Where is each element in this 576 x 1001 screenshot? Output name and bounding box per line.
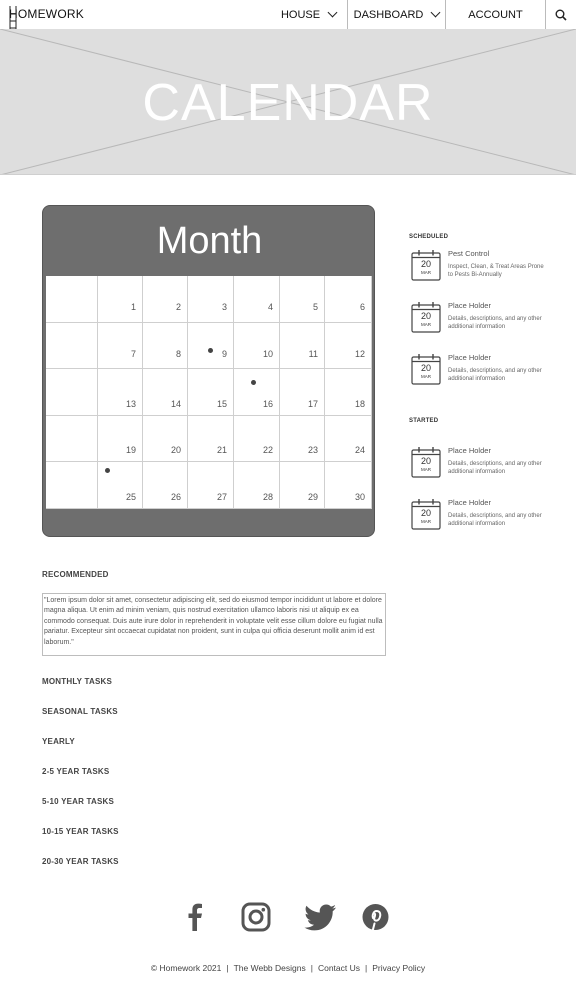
footer-copyright: © Homework 2021 bbox=[150, 963, 222, 973]
calendar-day-cell[interactable] bbox=[280, 276, 325, 323]
calendar-day-cell[interactable] bbox=[280, 416, 325, 463]
event-day: 20 bbox=[420, 363, 431, 373]
calendar-day-cell[interactable] bbox=[188, 369, 234, 416]
calendar-day-number: 16 bbox=[262, 398, 273, 409]
calendar-day-cell[interactable] bbox=[188, 416, 234, 463]
calendar-day-number: 3 bbox=[221, 302, 227, 312]
calendar-day-cell[interactable] bbox=[143, 369, 188, 416]
calendar-day-cell[interactable] bbox=[280, 323, 325, 370]
event-month: MAR bbox=[421, 467, 431, 472]
task-section-heading[interactable]: 10-15 YEAR TASKS bbox=[42, 827, 119, 836]
event-description: Details, descriptions, and any other additional information bbox=[448, 368, 542, 382]
event-month: MAR bbox=[421, 322, 431, 327]
calendar-day-number: 23 bbox=[307, 445, 318, 456]
calendar-day-number: 22 bbox=[262, 445, 273, 456]
event-item[interactable] bbox=[411, 301, 561, 335]
task-section-heading[interactable]: 2-5 YEAR TASKS bbox=[42, 767, 110, 776]
calendar-week-cell bbox=[46, 323, 98, 370]
calendar-day-number: 7 bbox=[130, 348, 136, 359]
task-section-heading[interactable]: MONTHLY TASKS bbox=[42, 677, 113, 686]
calendar-day-cell[interactable] bbox=[143, 276, 188, 323]
calendar-week-cell bbox=[46, 276, 98, 323]
event-month: MAR bbox=[421, 270, 431, 275]
page-title: CALENDAR bbox=[142, 74, 434, 132]
calendar-day-cell[interactable] bbox=[280, 369, 325, 416]
nav-house-menu[interactable] bbox=[270, 0, 347, 29]
calendar-day-number: 9 bbox=[221, 348, 227, 359]
calendar-day-number: 17 bbox=[307, 398, 318, 409]
event-item[interactable] bbox=[411, 249, 561, 283]
event-title: Place Holder bbox=[448, 353, 491, 362]
calendar-week-cell bbox=[46, 369, 98, 416]
calendar-day-cell[interactable] bbox=[143, 323, 188, 370]
calendar-day-number: 14 bbox=[170, 398, 181, 409]
event-month: MAR bbox=[421, 519, 431, 524]
calendar-month-label: Month bbox=[156, 220, 263, 262]
nav-account-label: ACCOUNT bbox=[468, 8, 523, 21]
calendar-day-cell[interactable] bbox=[143, 462, 188, 509]
calendar-day-number: 5 bbox=[312, 302, 318, 312]
search-icon bbox=[555, 9, 567, 21]
twitter-icon[interactable] bbox=[304, 902, 338, 932]
event-item[interactable] bbox=[411, 353, 561, 387]
task-section-heading[interactable]: SEASONAL TASKS bbox=[42, 707, 118, 716]
calendar-day-cell[interactable] bbox=[325, 369, 372, 416]
footer-contact-link[interactable]: Contact Us bbox=[317, 963, 360, 973]
recommended-quote: "Lorem ipsum dolor sit amet, consectetur adipiscing elit, sed do eiusmod tempor incididunt ut labore et dolore magna aliqua. Ut enim ad minim veniam, quis nostrud exercitation ullamco laboris nisi ut aliquip ex ea commodo consequat. Duis aute irure dolor in reprehenderit in voluptate velit esse cillum dolore eu fugiat nulla pariatur. Excepteur sint occaecat cupidatat non proident, sunt in culpa qui officia deserunt mollit anim id est laborum." bbox=[42, 593, 386, 656]
calendar-day-cell[interactable] bbox=[98, 323, 143, 370]
event-description: Inspect, Clean, & Treat Areas Prone to Pests Bi-Annually bbox=[448, 264, 544, 278]
calendar-day-number: 18 bbox=[354, 398, 365, 409]
site-logo[interactable]: HOMEWORK bbox=[9, 7, 84, 21]
nav-account-link[interactable] bbox=[446, 0, 546, 29]
calendar-day-number: 8 bbox=[175, 348, 181, 359]
footer bbox=[0, 963, 576, 973]
calendar-day-number: 28 bbox=[262, 491, 273, 502]
calendar-day-number: 1 bbox=[130, 302, 136, 312]
calendar-day-number: 21 bbox=[216, 445, 227, 456]
calendar-day-cell[interactable] bbox=[188, 276, 234, 323]
calendar-day-number: 29 bbox=[307, 491, 318, 502]
search-button[interactable] bbox=[546, 0, 576, 29]
event-item[interactable] bbox=[411, 498, 561, 532]
event-title: Place Holder bbox=[448, 301, 491, 310]
calendar-day-cell[interactable] bbox=[98, 416, 143, 463]
calendar-day-cell[interactable] bbox=[234, 416, 280, 463]
calendar-day-cell[interactable] bbox=[234, 462, 280, 509]
event-dot-marker bbox=[208, 348, 213, 353]
calendar-day-number: 25 bbox=[125, 491, 136, 502]
calendar-day-number: 19 bbox=[125, 445, 136, 456]
calendar-grid bbox=[46, 276, 372, 509]
calendar-week-cell bbox=[46, 416, 98, 463]
calendar-day-number: 26 bbox=[170, 491, 181, 502]
footer-separator: | bbox=[365, 963, 368, 973]
event-day: 20 bbox=[420, 311, 431, 321]
footer-privacy-link[interactable]: Privacy Policy bbox=[372, 963, 426, 973]
nav-house-label: HOUSE bbox=[280, 8, 321, 21]
footer-separator: | bbox=[226, 963, 229, 973]
calendar-day-number: 11 bbox=[308, 348, 318, 359]
footer-separator: | bbox=[310, 963, 313, 973]
event-title: Place Holder bbox=[448, 446, 491, 455]
calendar-day-cell[interactable] bbox=[325, 416, 372, 463]
task-section-heading[interactable]: 5-10 YEAR TASKS bbox=[42, 797, 115, 806]
event-day: 20 bbox=[420, 508, 431, 518]
calendar-day-cell[interactable] bbox=[143, 416, 188, 463]
task-section-heading[interactable]: 20-30 YEAR TASKS bbox=[42, 857, 119, 866]
recommended-heading: RECOMMENDED bbox=[42, 570, 109, 579]
footer-designer-link[interactable]: The Webb Designs bbox=[233, 963, 306, 973]
calendar-day-cell[interactable] bbox=[98, 369, 143, 416]
scheduled-heading: SCHEDULED bbox=[409, 234, 449, 240]
calendar-day-number: 12 bbox=[354, 348, 365, 359]
event-description: Details, descriptions, and any other additional information bbox=[448, 513, 542, 527]
event-title: Pest Control bbox=[448, 249, 490, 258]
calendar-day-cell[interactable] bbox=[98, 276, 143, 323]
event-month: MAR bbox=[421, 374, 431, 379]
calendar-day-number: 15 bbox=[216, 398, 227, 409]
event-item[interactable] bbox=[411, 446, 561, 480]
event-title: Place Holder bbox=[448, 498, 491, 507]
calendar-day-number: 20 bbox=[170, 445, 181, 456]
calendar-day-cell[interactable] bbox=[325, 323, 372, 370]
facebook-icon[interactable] bbox=[184, 902, 206, 932]
calendar-widget bbox=[42, 205, 375, 537]
calendar-day-cell[interactable] bbox=[280, 462, 325, 509]
calendar-day-cell[interactable] bbox=[325, 276, 372, 323]
pinterest-icon[interactable] bbox=[362, 902, 389, 932]
calendar-day-number: 10 bbox=[262, 348, 273, 359]
calendar-day-cell[interactable] bbox=[325, 462, 372, 509]
calendar-day-cell[interactable] bbox=[234, 369, 280, 416]
calendar-day-cell[interactable] bbox=[188, 323, 234, 370]
task-section-heading[interactable]: YEARLY bbox=[42, 737, 75, 746]
event-description: Details, descriptions, and any other additional information bbox=[448, 461, 542, 475]
calendar-day-number: 6 bbox=[359, 302, 365, 312]
nav-dashboard-menu[interactable] bbox=[347, 0, 446, 29]
calendar-day-number: 13 bbox=[125, 398, 136, 409]
calendar-day-cell[interactable] bbox=[234, 323, 280, 370]
hero-banner bbox=[0, 29, 576, 175]
event-dot-marker bbox=[251, 380, 256, 385]
calendar-day-number: 4 bbox=[267, 302, 273, 312]
calendar-day-cell[interactable] bbox=[98, 462, 143, 509]
event-dot-marker bbox=[105, 468, 110, 473]
top-nav bbox=[0, 0, 576, 29]
calendar-day-number: 24 bbox=[354, 445, 365, 456]
event-description: Details, descriptions, and any other additional information bbox=[448, 316, 542, 330]
calendar-week-cell bbox=[46, 462, 98, 509]
event-day: 20 bbox=[420, 456, 431, 466]
chevron-down-icon bbox=[431, 8, 441, 18]
calendar-day-cell[interactable] bbox=[234, 276, 280, 323]
event-day: 20 bbox=[420, 259, 431, 269]
calendar-day-cell[interactable] bbox=[188, 462, 234, 509]
calendar-day-number: 30 bbox=[354, 491, 365, 502]
calendar-day-number: 2 bbox=[175, 302, 181, 312]
instagram-icon[interactable] bbox=[241, 902, 271, 932]
started-heading: STARTED bbox=[409, 418, 439, 424]
nav-dashboard-label: DASHBOARD bbox=[353, 8, 424, 21]
calendar-day-number: 27 bbox=[216, 491, 227, 502]
chevron-down-icon bbox=[328, 8, 338, 18]
